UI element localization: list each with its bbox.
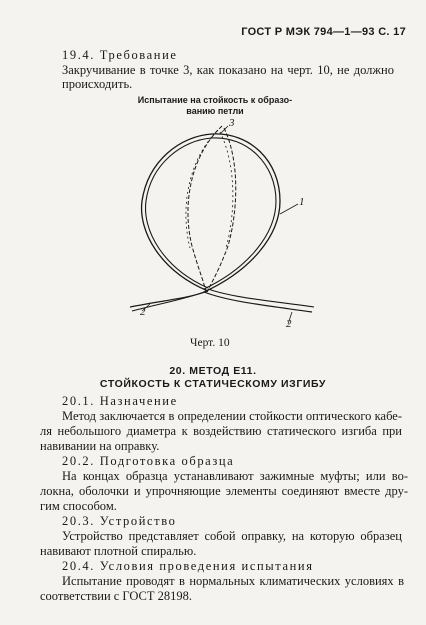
figure-caption-line-2: ванию петли [186,106,244,116]
figure-caption [110,95,320,117]
figure-label-1: 1 [299,196,305,208]
twist-line-right-2 [220,132,233,248]
twist-line-left-2 [186,130,218,248]
section-20-4-heading: 20.4. Условия проведения испытания [62,559,314,573]
section-20-2-line-1: На концах образца устанавливают зажимные муфты; или во- [62,469,408,483]
cable-tail-right-outer [204,292,312,312]
section-19-4-line-2: происходить. [62,77,133,91]
twist-line-left [188,126,222,292]
section-20-4-line-1: Испытание проводят в нормальных климатических условиях в [62,574,404,588]
section-20-3-heading: 20.3. Устройство [62,514,177,528]
section-20-2-line-3: гим способом. [40,499,117,513]
section-20-4-line-2: соответствии с ГОСТ 28198. [40,589,192,603]
twist-line-right [207,128,236,292]
leader-1 [280,204,298,214]
section-20-3-line-1: Устройство представляет собой оправку, на которую образец [62,529,402,543]
cable-loop-inner [146,138,276,289]
section-20-2-line-2: локна, оболочки и упрочняющие элементы соединяют вместе дру- [40,484,408,498]
cable-tail-left-outer [130,291,208,307]
section-20-2-heading: 20.2. Подготовка образца [62,454,235,468]
section-20-title-line-2: СТОЙКОСТЬ К СТАТИЧЕСКОМУ ИЗГИБУ [99,378,327,390]
figure-label-3: 3 [229,117,235,129]
section-20-title-line-1: 20. МЕТОД Е11. [169,365,257,377]
section-19-4-heading: 19.4. Требование [62,48,178,62]
section-20-1-line-1: Метод заключается в определении стойкости оптического кабе- [62,409,402,423]
section-20-1-line-2: ля небольшого диаметра к воздействию статического изгиба при [40,424,402,438]
page-header: ГОСТ Р МЭК 794—1—93 С. 17 [241,26,406,38]
figure-caption-line-1: Испытание на стойкость к образо- [137,95,293,105]
loop-formation-diagram [120,116,320,341]
section-20-1-heading: 20.1. Назначение [62,394,178,408]
section-20-3-line-2: навивают плотной спиралью. [40,544,197,558]
section-19-4-line-1: Закручивание в точке 3, как показано на черт. 10, не должно [62,63,394,77]
section-20-1-line-3: навивании на оправку. [40,439,160,453]
figure-label-2-right: 2 [286,318,292,330]
figure-label-2-left: 2 [140,306,146,318]
figure-number: Черт. 10 [190,337,230,349]
